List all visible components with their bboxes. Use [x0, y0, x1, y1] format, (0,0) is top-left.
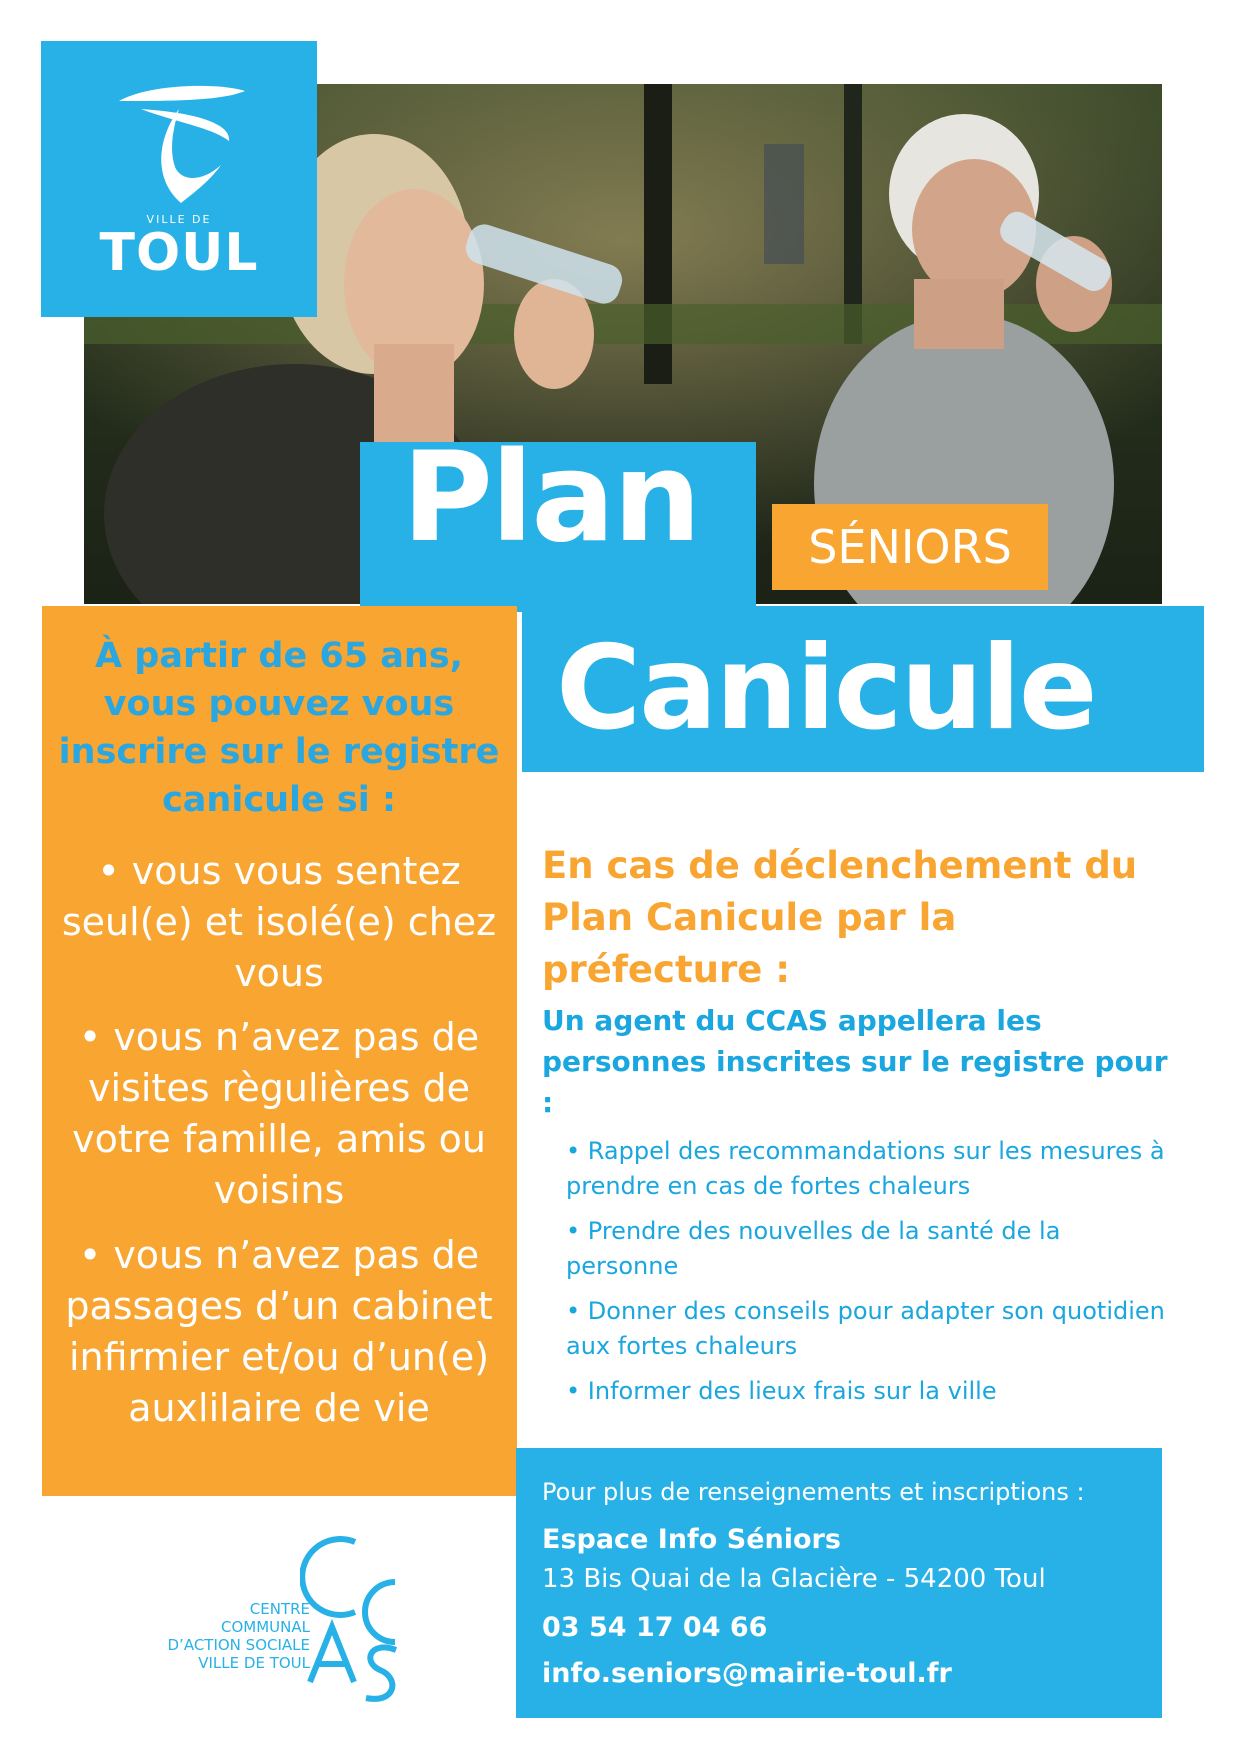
ccas-line: D’ACTION SOCIALE	[167, 1636, 310, 1654]
action-list-item: • Prendre des nouvelles de la santé de la personne	[566, 1217, 1061, 1280]
logo-ville-de: VILLE DE	[146, 213, 212, 226]
logo-toul: TOUL	[99, 223, 259, 283]
eligibility-item: • vous n’avez pas de visites règulières de votre famille, amis ou voisins	[72, 1015, 486, 1212]
contact-name: Espace Info Séniors	[542, 1524, 841, 1555]
trigger-heading: En cas de déclenchement du Plan Canicule par la préfecture :	[542, 844, 1138, 991]
ccas-logo-icon	[300, 1532, 410, 1712]
action-list-item: • Rappel des recommandations sur les mesures à prendre en cas de fortes chaleurs	[566, 1137, 1165, 1200]
contact-email[interactable]: info.seniors@mairie-toul.fr	[542, 1658, 952, 1689]
action-list-item: • Donner des conseils pour adapter son quotidien aux fortes chaleurs	[566, 1297, 1165, 1360]
seniors-badge-label: SÉNIORS	[808, 520, 1012, 574]
ccas-line: VILLE DE TOUL	[198, 1654, 310, 1672]
ccas-label	[128, 1600, 310, 1672]
ville-de-toul-logo	[41, 41, 317, 317]
title-canicule: Canicule	[556, 621, 1096, 756]
agent-call-subheading: Un agent du CCAS appellera les personnes inscrites sur le registre pour :	[542, 1004, 1168, 1119]
ccas-line: CENTRE	[249, 1600, 310, 1618]
eligibility-item: • vous vous sentez seul(e) et isolé(e) chez vous	[61, 849, 497, 995]
title-plan: Plan	[402, 426, 700, 570]
contact-phone[interactable]: 03 54 17 04 66	[542, 1612, 768, 1643]
action-list-item: • Informer des lieux frais sur la ville	[566, 1377, 997, 1405]
toul-t-icon	[111, 79, 251, 209]
contact-address: 13 Bis Quai de la Glacière - 54200 Toul	[542, 1564, 1046, 1594]
eligibility-intro: À partir de 65 ans, vous pouvez vous inscrire sur le registre canicule si :	[58, 636, 500, 820]
contact-intro: Pour plus de renseignements et inscriptions :	[542, 1478, 1085, 1506]
eligibility-item: • vous n’avez pas de passages d’un cabinet infirmier et/ou d’un(e) auxlilaire de vie	[65, 1233, 493, 1430]
ccas-line: COMMUNAL	[221, 1618, 310, 1636]
